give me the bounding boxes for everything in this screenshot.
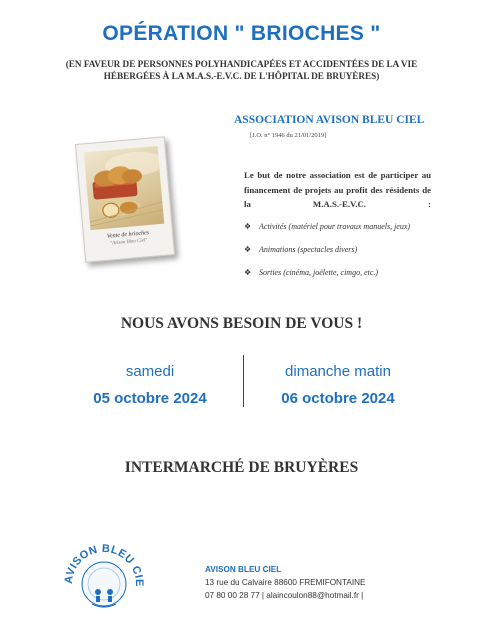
date-value: 06 octobre 2024 [281,390,395,407]
contact-name: AVISON BLEU CIEL [205,565,282,574]
diamond-bullet-icon: ❖ [244,245,252,254]
list-item [244,220,444,243]
brioche-photo [75,136,175,262]
date-divider [243,355,244,407]
date-day-name: samedi [125,363,175,380]
date-value: 05 octobre 2024 [93,390,207,407]
contact-block [205,563,365,602]
page-title: OPÉRATION " BRIOCHES " [102,22,381,45]
date-sunday [248,363,428,407]
list-item-text: Sorties (cinéma, joëlette, cimgo, etc.) [259,268,379,277]
subtitle-line-2: HÉBERGÉES À LA M.A.S.-E.V.C. DE L'HÔPITAL DE BRUYÈRES) [103,71,380,81]
photo-caption-sub: "Avison Bleu Ciel" [109,238,148,247]
activities-list [244,220,444,289]
venue-name: INTERMARCHÉ DE BRUYÈRES [124,459,359,476]
photo-caption [84,227,173,251]
brioche-picture [84,146,165,230]
logo-badge-icon [62,540,146,620]
diamond-bullet-icon: ❖ [244,268,252,277]
association-name: ASSOCIATION AVISON BLEU CIEL [234,114,425,126]
date-day-name: dimanche matin [285,363,391,380]
list-item-text: Activités (matériel pour travaux manuels, jeux) [259,222,411,231]
association-official-journal: [J.O. n° 1946 du 21/01/2019] [250,132,327,139]
logo-text: AVISON BLEU CIE [62,542,146,588]
association-logo [62,540,146,620]
contact-phone-email: 07 80 00 28 77 | alaincoulon88@hotmail.fr | [205,591,364,600]
appeal-heading: NOUS AVONS BESOIN DE VOUS ! [120,315,363,332]
list-item [244,266,444,289]
subtitle-line-1: (EN FAVEUR DE PERSONNES POLYHANDICAPÉES ET ACCIDENTÉES DE LA VIE [65,59,418,69]
date-saturday [60,363,240,407]
page-subtitle [40,58,443,82]
photo-caption-title: Vente de brioches [106,230,150,240]
diamond-bullet-icon: ❖ [244,222,252,231]
list-item-text: Animations (spectacles divers) [259,245,358,254]
association-intro: Le but de notre association est de participer au financement de projets au profit des résidents de la M.A.S.-E.V.C. : [244,170,431,209]
contact-address: 13 rue du Calvaire 88600 FREMIFONTAINE [205,578,366,587]
list-item [244,243,444,266]
brioche-illustration [84,146,165,230]
